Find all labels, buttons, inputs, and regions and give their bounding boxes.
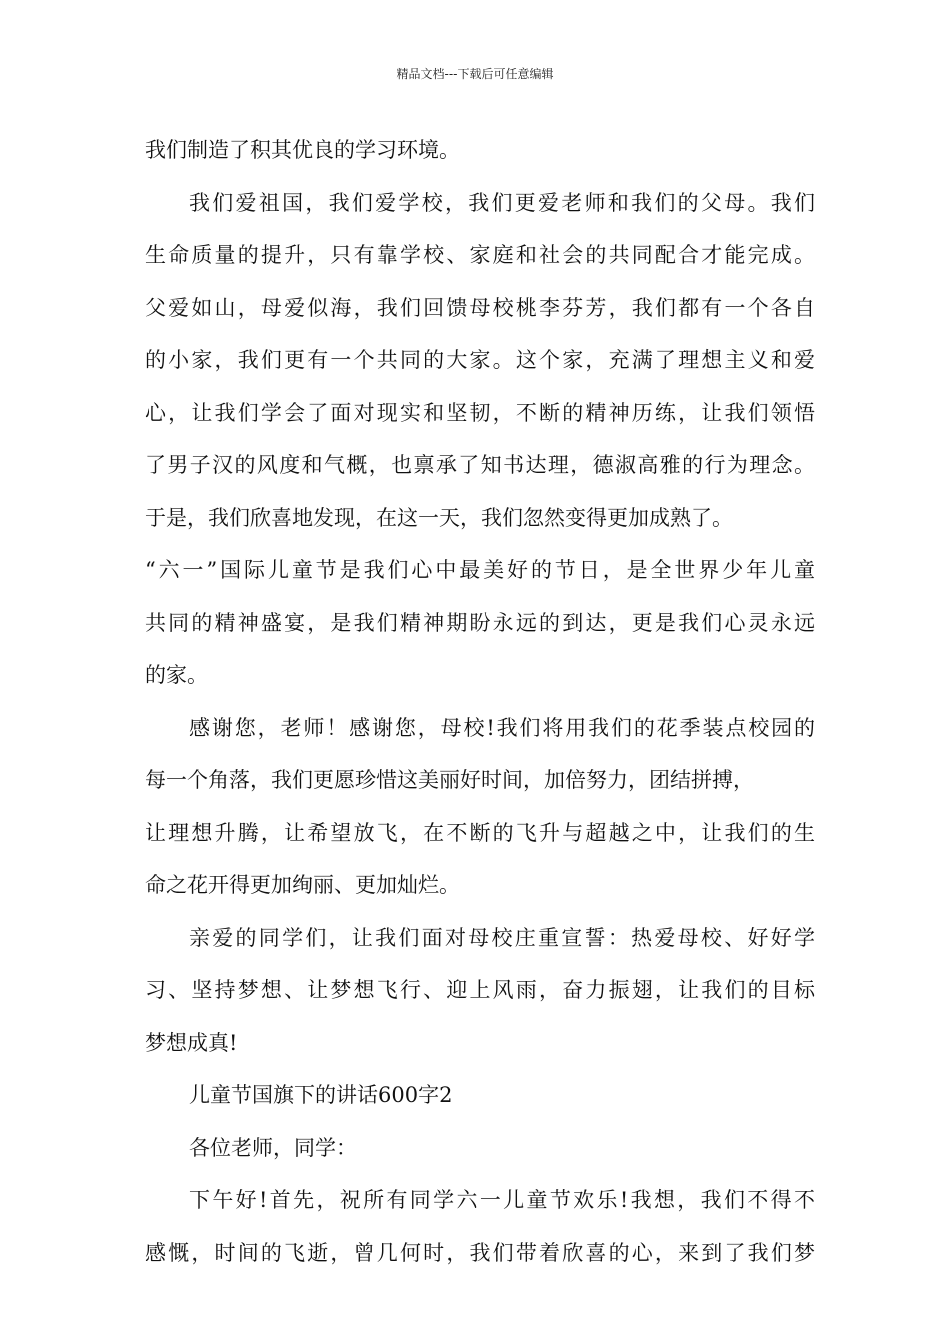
text-line: 让理想升腾，让希望放飞，在不断的飞升与超越之中，让我们的生 — [145, 820, 815, 845]
text-line: 生命质量的提升，只有靠学校、家庭和社会的共同配合才能完成。 — [145, 243, 815, 267]
text-line: 父爱如山，母爱似海，我们回馈母校桃李芬芳，我们都有一个各自 — [145, 295, 815, 320]
page-header: 精品文档---下载后可任意编辑 — [396, 67, 554, 81]
text-line: 心，让我们学会了面对现实和坚韧，不断的精神历练，让我们领悟 — [145, 400, 815, 425]
text-line: 习、坚持梦想、让梦想飞行、迎上风雨，奋力振翅，让我们的目标 — [145, 978, 815, 1002]
text-line: 于是，我们欣喜地发现，在这一天，我们忽然变得更加成熟了。 — [145, 505, 733, 530]
text-line: 感谢您，老师！感谢您，母校!我们将用我们的花季装点校园的 — [189, 715, 815, 740]
text-line: 感慨，时间的飞逝，曾几何时，我们带着欣喜的心，来到了我们梦 — [145, 1240, 815, 1265]
text-line: “六一”国际儿童节是我们心中最美好的节日，是全世界少年儿童 — [145, 558, 815, 582]
salutation: 各位老师，同学： — [189, 1135, 357, 1160]
text-line: 的家。 — [145, 663, 208, 687]
text-line: 的小家，我们更有一个共同的大家。这个家，充满了理想主义和爱 — [145, 348, 815, 372]
text-line: 我们爱祖国，我们爱学校，我们更爱老师和我们的父母。我们 — [189, 190, 815, 215]
section-heading: 儿童节国旗下的讲话600字2 — [189, 1083, 453, 1107]
text-line: 共同的精神盛宴，是我们精神期盼永远的到达，更是我们心灵永远 — [145, 610, 815, 635]
text-line: 亲爱的同学们，让我们面对母校庄重宣誓：热爱母校、好好学 — [189, 925, 815, 950]
text-line: 每一个角落，我们更愿珍惜这美丽好时间，加倍努力，团结拼搏， — [145, 768, 754, 792]
text-line: 我们制造了积其优良的学习环境。 — [145, 138, 460, 162]
document-body — [145, 124, 815, 1279]
text-line: 了男子汉的风度和气概，也禀承了知书达理，德淑高雅的行为理念。 — [145, 453, 815, 477]
text-line: 梦想成真! — [145, 1030, 238, 1055]
text-line: 命之花开得更加绚丽、更加灿烂。 — [145, 873, 460, 897]
text-line: 下午好!首先，祝所有同学六一儿童节欢乐!我想，我们不得不 — [189, 1188, 815, 1212]
